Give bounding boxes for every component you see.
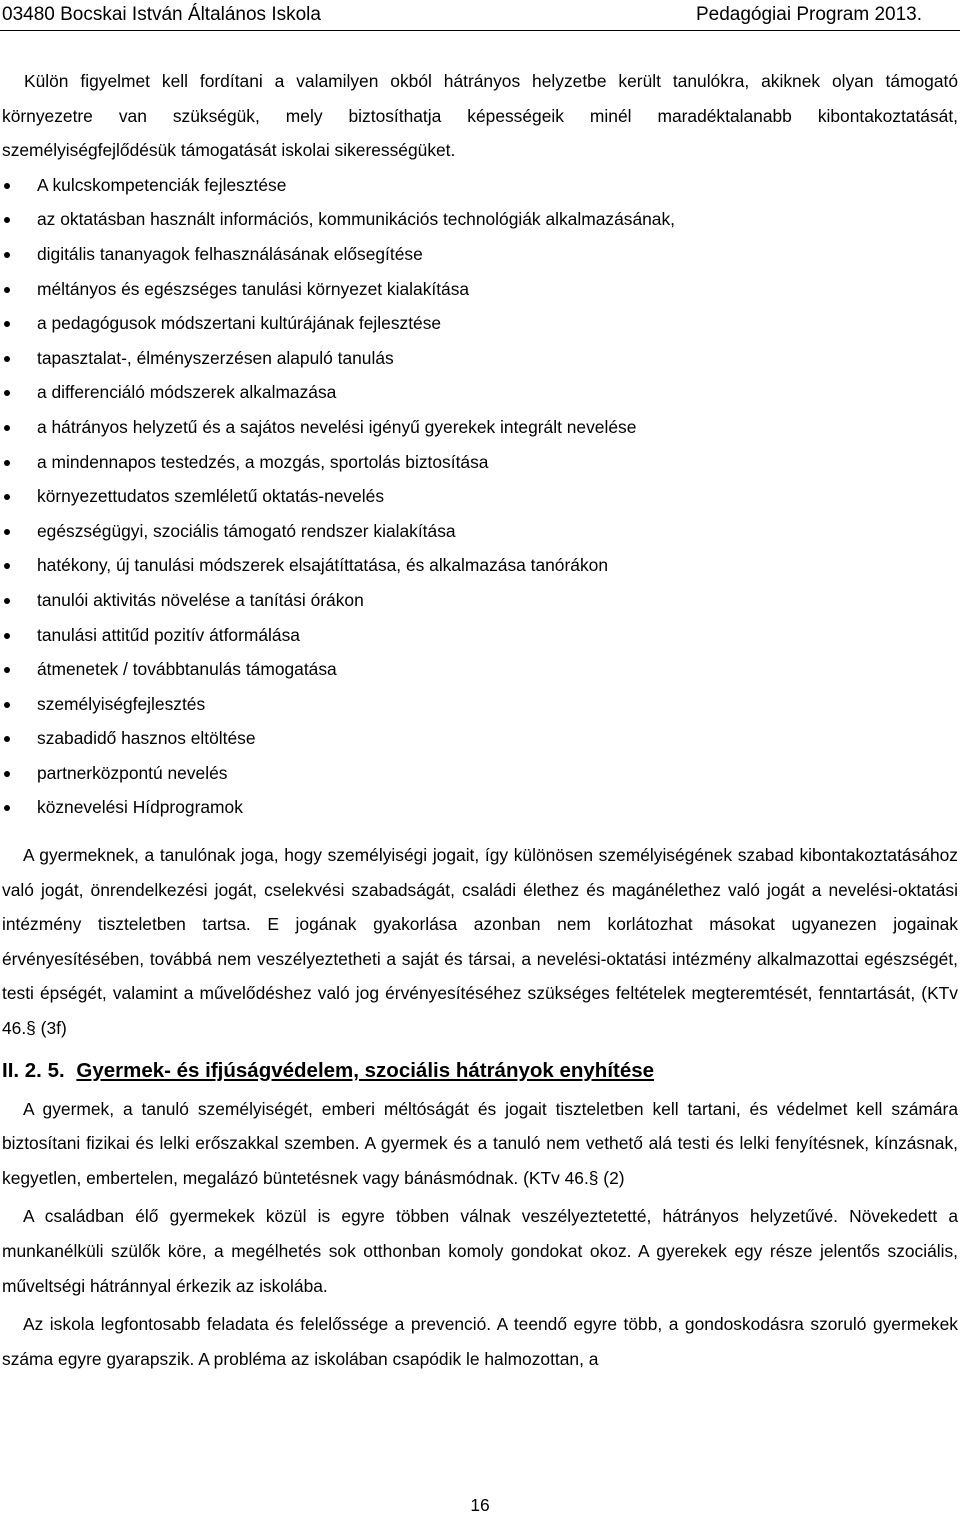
list-item [2, 237, 958, 272]
list-item-text: az oktatásban használt információs, kommunikációs technológiák alkalmazásának, [37, 209, 675, 230]
list-item [2, 306, 958, 341]
list-item [2, 445, 958, 480]
list-item [2, 410, 958, 445]
bullet-icon [4, 287, 10, 293]
list-item-text: tanulási attitűd pozitív átformálása [37, 624, 300, 645]
bullet-icon [4, 217, 10, 223]
program-title: Pedagógiai Program 2013. [695, 4, 922, 25]
page-header [0, 0, 960, 31]
list-item [2, 618, 958, 653]
bullet-icon [4, 771, 10, 777]
list-item [2, 721, 958, 756]
list-item [2, 341, 958, 376]
section-paragraph: Az iskola legfontosabb feladata és felelőssége a prevenció. A teendő egyre több, a gondoskodásra szoruló gyermekek száma egyre gyarapszik. A probléma az iskolában csapódik le halmozottan, a [2, 1314, 958, 1369]
bullet-icon [4, 460, 10, 466]
list-item-text: a mindennapos testedzés, a mozgás, sportolás biztosítása [37, 451, 489, 472]
list-item-text: tapasztalat-, élményszerzésen alapuló tanulás [37, 347, 394, 368]
bullet-icon [4, 390, 10, 396]
section-paragraph: A gyermek, a tanuló személyiségét, emberi méltóságát és jogait tiszteletben kell tartani, és védelmet kell számára biztosítani fizikai és lelki erőszakkal szemben. A gyermek és a tanuló nem vethető alá testi és lelki fenyítésnek, kínzásnak, kegyetlen, embertelen, megalázó büntetésnek vagy bánásmódnak. (KTv 46.§ (2) [2, 1098, 958, 1188]
rights-paragraph: A gyermeknek, a tanulónak joga, hogy személyiségi jogait, így különösen személyiségének szabad kibontakoztatásához való jogát, önrendelkezési jogát, cselekvési szabadságát, családi élethez és magánélethez való jogát a nevelési-oktatási intézmény tiszteletben tartsa. E jogának gyakorlása azonban nem korlátozhat másokat ugyanezen jogainak érvényesítésében, továbbá nem veszélyeztetheti a saját és társai, a nevelési-oktatási intézmény alkalmazottai egészségét, testi épségét, valamint a művelődéshez való jog érvényesítéséhez szükséges feltételek megteremtését, fenntartását, (KTv 46.§ (3f) [2, 845, 958, 1039]
list-item [2, 652, 958, 687]
list-item [2, 168, 958, 203]
list-item-text: méltányos és egészséges tanulási környezet kialakítása [37, 278, 470, 299]
list-item-text: A kulcskompetenciák fejlesztése [37, 174, 287, 195]
list-item-text: köznevelési Hídprogramok [37, 797, 243, 818]
bullet-icon [4, 598, 10, 604]
list-item [2, 687, 958, 722]
bullet-list [2, 168, 958, 825]
intro-paragraph: Külön figyelmet kell fordítani a valamilyen okból hátrányos helyzetbe került tanulókra, akiknek olyan támogató környezetre van szükségük, mely biztosíthatja képességeik minél maradéktalanabb kibontakoztatását, személyiségfejlődésük támogatását iskolai sikerességüket. [2, 71, 958, 161]
list-item-text: átmenetek / továbbtanulás támogatása [37, 659, 337, 680]
list-item-text: a pedagógusok módszertani kultúrájának fejlesztése [37, 313, 442, 334]
list-item [2, 375, 958, 410]
bullet-icon [4, 702, 10, 708]
bullet-icon [4, 736, 10, 742]
list-item-text: digitális tananyagok felhasználásának elősegítése [37, 243, 423, 264]
list-item-text: a hátrányos helyzetű és a sajátos nevelési igényű gyerekek integrált nevelése [37, 416, 637, 437]
list-item-text: tanulói aktivitás növelése a tanítási órákon [37, 589, 364, 610]
list-item [2, 272, 958, 307]
list-item-text: hatékony, új tanulási módszerek elsajátíttatása, és alkalmazása tanórákon [37, 555, 608, 576]
bullet-icon [4, 356, 10, 362]
section-paragraph: A családban élő gyermekek közül is egyre többen válnak veszélyeztetetté, hátrányos helyzetűvé. Növekedett a munkanélküli szülők köre, a megélhetés sok otthonban komoly gondokat okoz. A gyerekek egy része jelentős szociális, műveltségi hátránnyal érkezik az iskolába. [2, 1206, 958, 1296]
list-item-text: szabadidő hasznos eltöltése [37, 728, 256, 749]
list-item-text: partnerközpontú nevelés [37, 762, 228, 783]
bullet-icon [4, 633, 10, 639]
spacer [2, 825, 958, 838]
school-name: 03480 Bocskai István Általános Iskola [2, 4, 321, 25]
list-item [2, 756, 958, 791]
list-item [2, 583, 958, 618]
bullet-icon [4, 805, 10, 811]
bullet-icon [4, 321, 10, 327]
list-item-text: a differenciáló módszerek alkalmazása [37, 382, 337, 403]
list-item [2, 548, 958, 583]
bullet-icon [4, 563, 10, 569]
section-heading [2, 1054, 958, 1088]
page-number: 16 [470, 1495, 490, 1515]
list-item-text: környezettudatos szemléletű oktatás-nevelés [37, 486, 385, 507]
list-item [2, 479, 958, 514]
list-item-text: személyiségfejlesztés [37, 693, 206, 714]
bullet-icon [4, 667, 10, 673]
bullet-icon [4, 529, 10, 535]
list-item-text: egészségügyi, szociális támogató rendszer kialakítása [37, 520, 456, 541]
bullet-icon [4, 183, 10, 189]
bullet-icon [4, 425, 10, 431]
list-item [2, 790, 958, 825]
section-number: II. 2. 5. [2, 1058, 65, 1082]
list-item [2, 202, 958, 237]
bullet-icon [4, 494, 10, 500]
section-title: Gyermek- és ifjúságvédelem, szociális hátrányok enyhítése [76, 1058, 655, 1082]
page-content [2, 64, 958, 1376]
list-item [2, 514, 958, 549]
bullet-icon [4, 252, 10, 258]
